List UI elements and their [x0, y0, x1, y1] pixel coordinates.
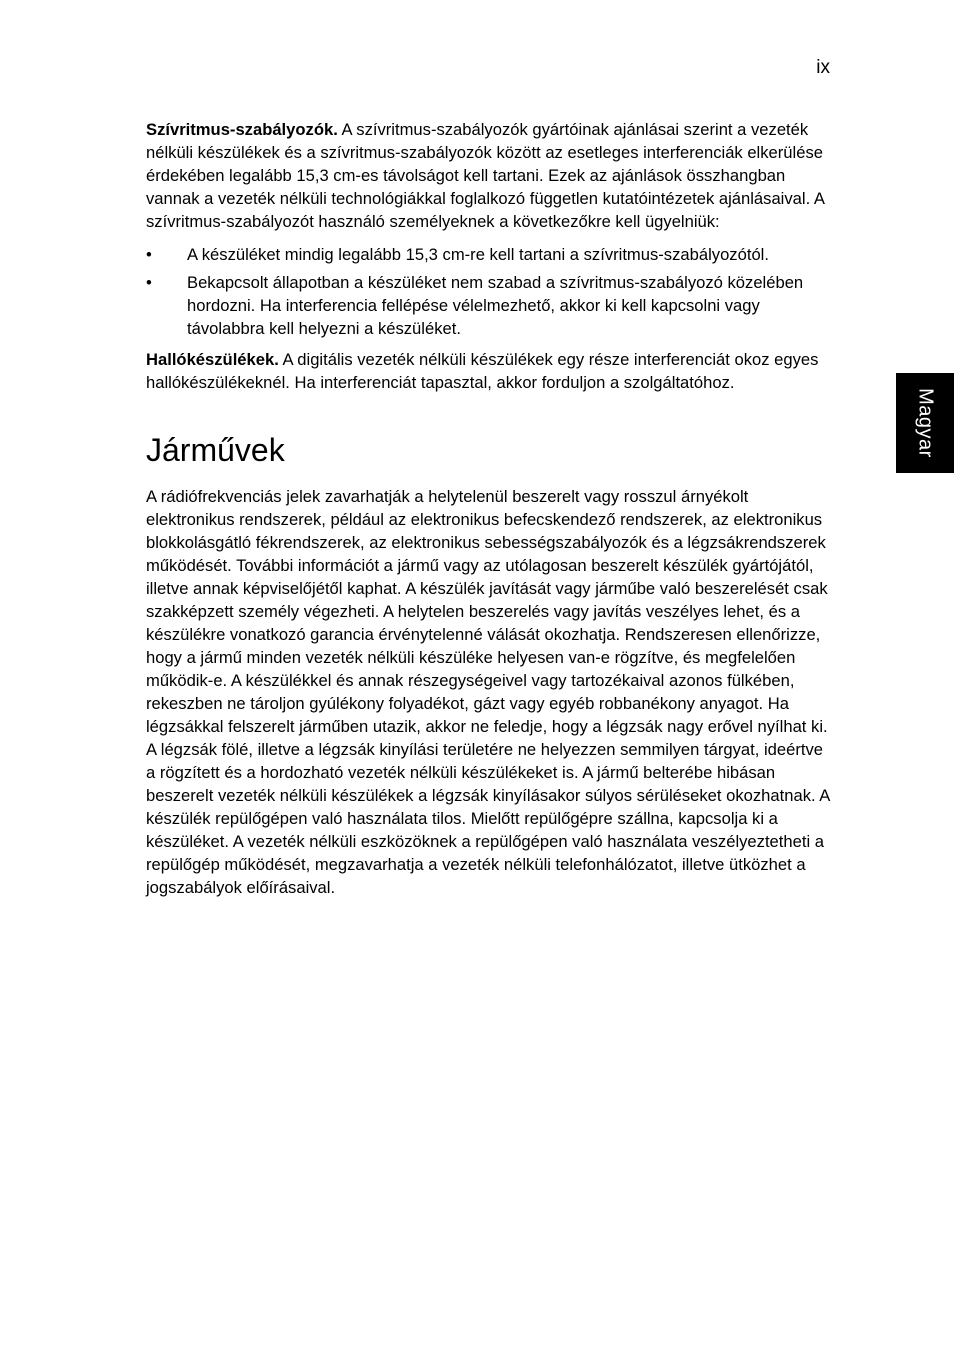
- pacemakers-text: A szívritmus-szabályozók gyártóinak ajánlásai szerint a vezeték nélküli készülékek és a szívritmus-szabályozók között az esetleges interferenciák elkerülése érdekében legalább 15,3 cm-es távolságot kell tartani. Ezek az ajánlások összhangban vannak a vezeték nélküli technológiákkal foglalkozó független kutatóintézetek ajánlásaival. A szívritmus-szabályozót használó személyeknek a következőkre kell ügyelniük:: [146, 120, 825, 231]
- list-item-text: A készüléket mindig legalább 15,3 cm-re kell tartani a szívritmus-szabályozótól.: [187, 245, 769, 264]
- vehicles-paragraph: A rádiófrekvenciás jelek zavarhatják a helytelenül beszerelt vagy rosszul árnyékolt elektronikus rendszerek, például az elektronikus befecskendező rendszerek, az elektronikus blokkolásgátló fékrendszerek, az elektronikus sebességszabályozók és a légzsákrendszerek működését. További információt a jármű vagy az utólagosan beszerelt készülék gyártójától, illetve annak képviselőjétől kaphat. A készülék javítását vagy járműbe való beszerelését csak szakképzett személy végezheti. A helytelen beszerelés vagy javítás veszélyes lehet, és a készülékre vonatkozó garancia érvénytelenné válását okozhatja. Rendszeresen ellenőrizze, hogy a jármű minden vezeték nélküli készüléke helyesen van-e rögzítve, és megfelelően működik-e. A készülékkel és annak részegységeivel vagy tartozékaival azonos fülkében, rekeszben ne tároljon gyúlékony folyadékot, gázt vagy egyéb robbanékony anyagot. Ha légzsákkal felszerelt járműben utazik, akkor ne feledje, hogy a légzsák nagy erővel nyílhat ki. A légzsák fölé, illetve a légzsák kinyílási területére ne helyezzen semmilyen tárgyat, ideértve a rögzített és a hordozható vezeték nélküli készülékeket is. A jármű belterébe hibásan beszerelt vezeték nélküli készülékek a légzsák kinyílásakor súlyos sérüléseket okozhatnak. A készülék repülőgépen való használata tilos. Mielőtt repülőgépre szállna, kapcsolja ki a készüléket. A vezeték nélküli eszközöknek a repülőgépen való használata veszélyeztetheti a repülőgép működését, megzavarhatja a vezeték nélküli telefonhálózatot, illetve ütközhet a jogszabályok előírásaival.: [146, 487, 830, 897]
- bullet-icon: •: [146, 245, 152, 264]
- pacemakers-paragraph: [146, 118, 836, 233]
- pacemakers-lead: Szívritmus-szabályozók.: [146, 120, 338, 139]
- list-item-text: Bekapcsolt állapotban a készüléket nem szabad a szívritmus-szabályozó közelében hordozni. Ha interferencia fellépése vélelmezhető, akkor ki kell kapcsolni vagy távolabbra kell helyezni a készüléket.: [187, 273, 804, 338]
- list-item: [146, 243, 836, 266]
- hearing-aids-paragraph: [146, 348, 836, 394]
- list-item: [146, 271, 836, 340]
- pacemaker-bullet-list: [146, 243, 836, 340]
- bullet-icon: •: [146, 273, 152, 292]
- language-side-tab: [896, 373, 954, 473]
- hearing-aids-lead: Hallókészülékek.: [146, 350, 279, 369]
- hearing-aids-text: A digitális vezeték nélküli készülékek egy része interferenciát okoz egyes hallókészülékeknél. Ha interferenciát tapasztal, akkor forduljon a szolgáltatóhoz.: [146, 350, 819, 392]
- page-content: [146, 118, 836, 899]
- page-number: ix: [816, 57, 830, 78]
- section-heading: Járművek: [146, 432, 285, 468]
- language-tab-label: Magyar: [914, 388, 937, 458]
